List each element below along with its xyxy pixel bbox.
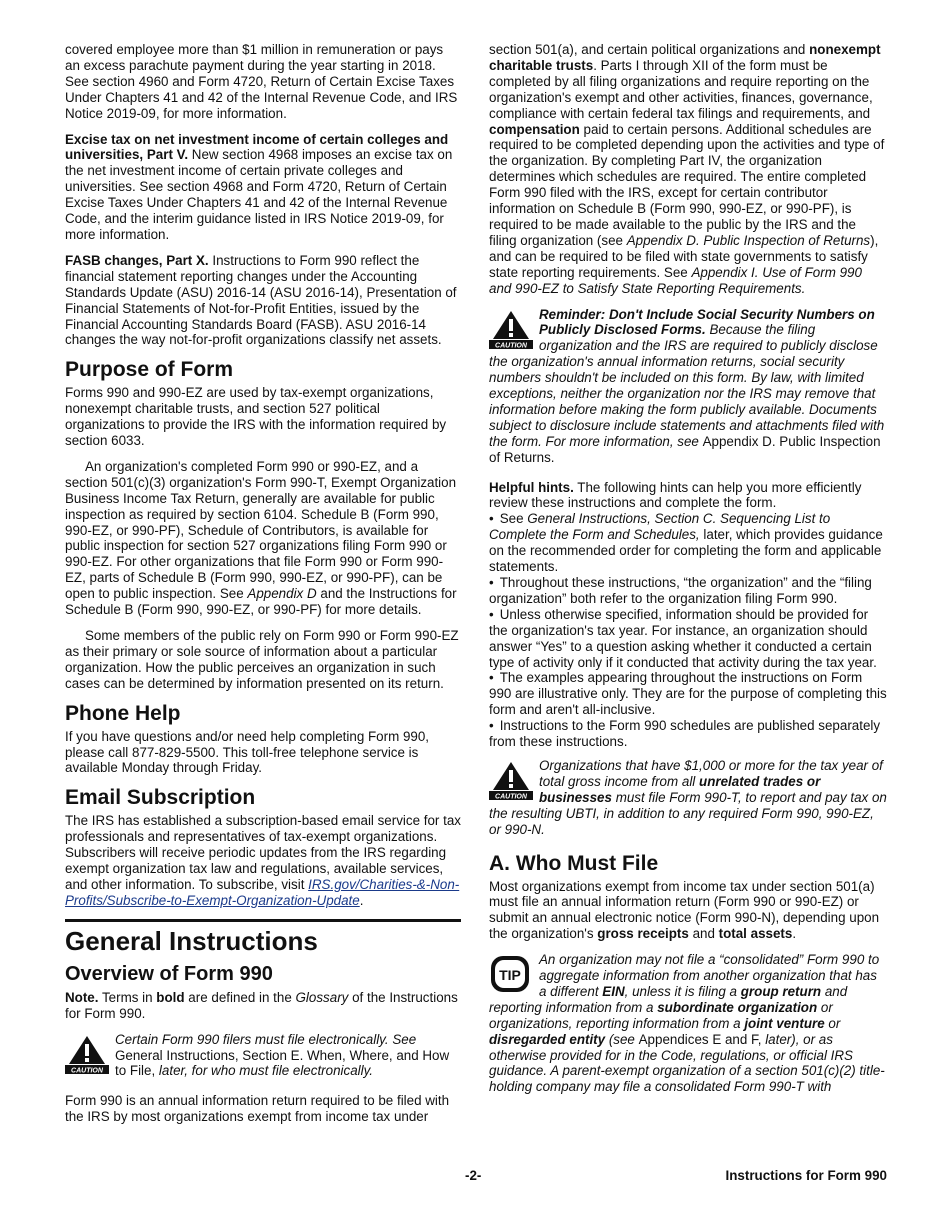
- section-heading: Purpose of Form: [65, 358, 234, 382]
- svg-text:CAUTION: CAUTION: [495, 342, 527, 349]
- caution-icon: [489, 760, 533, 800]
- paragraph: FASB changes, Part X. Instructions to Form 990 reflect the financial statement reporting changes under the Accounting Standards Update (ASU) 2016-14 (ASU 2016-14), Presentation of Financial Statements of Not-for-Profit Entities, issued by the Financial Accounting Standards Board (FASB). ASU 2016-14 changes the way not-for-profit organizations classify net assets.: [65, 252, 457, 348]
- list-item: • Instructions to the Form 990 schedules are published separately from these instructions.: [489, 718, 887, 750]
- paragraph: Form 990 is an annual information return required to be filed with the IRS by most organizations exempt from income tax under: [65, 1093, 450, 1125]
- caution-icon: [65, 1034, 109, 1074]
- tip-callout: TIP An organization may not file a “consolidated” Form 990 to aggregate information from another organization that has a different EIN, unless it is filing a group return and reporting information from a subordinate organization or organizations, reporting information from a joint venture or disregarded entity (see Appendices E and F, later), or as otherwise provided for in the Code, regulations, or official IRS guidance. A parent-exempt organization of a section 501(c)(2) title-holding company may file a consolidated Form 990-T with: [489, 952, 885, 1095]
- paragraph: Forms 990 and 990-EZ are used by tax-exempt organizations, nonexempt charitable trusts, and section 527 political organizations to provide the IRS with the information required by section 6033.: [65, 385, 447, 449]
- section-heading: Phone Help: [65, 701, 181, 725]
- paragraph: The IRS has established a subscription-based email service for tax professionals and representatives of tax-exempt organizations. Subscribers will receive periodic updates from the IRS regarding exempt organization tax law and regulations, available services, and other information. To subscribe, visit IRS.gov/Charities-&-Non-Profits/Subscribe-to-Exempt-Organization-Update.: [65, 813, 461, 908]
- paragraph: An organization's completed Form 990 or 990-EZ, and a section 501(c)(3) organization's Form 990-T, Exempt Organization Business Income Tax Return, generally are available for public inspection as required by section 6104. Schedule B (Form 990, 990-EZ, or 990-PF), Schedule of Contributors, is available for public inspection for section 527 organizations filing Form 990 or 990-EZ. For other organizations that file Form 990 or Form 990-EZ, parts of Schedule B (Form 990, 990-EZ, or 990-PF), can be open to public inspection. See Appendix D and the Instructions for Schedule B (Form 990, 990-EZ, or 990-PF) for more details.: [65, 458, 457, 618]
- paragraph: Some members of the public rely on Form 990 or Form 990-EZ as their primary or sole source of information about a particular organization. How the public perceives an organization in such cases can be determined by information presented on its return.: [65, 628, 459, 691]
- subscribe-link[interactable]: IRS.gov/Charities-&-Non-Profits/Subscribe-to-Exempt-Organization-Update: [65, 876, 460, 908]
- svg-text:TIP: TIP: [499, 967, 521, 984]
- reminder-callout: CAUTION Reminder: Don't Include Social Security Numbers on Publicly Disclosed Forms. Because the filing organization and the IRS are required to publicly disclose the organization's annual information returns, social security numbers shouldn't be included on this form. By law, with limited exceptions, neither the organization nor the IRS may remove that information before making the form publicly available. Documents subject to disclosure include statements and attachments filed with the form. For more information, see Appendix D. Public Inspection of Returns.: [489, 306, 885, 465]
- paragraph: section 501(a), and certain political organizations and nonexempt charitable trusts. Parts I through XII of the form must be completed by all filing organizations and require reporting on the organization's exempt and other activities, finances, governance, compliance with certain federal tax filings and requirements, and compensation paid to certain persons. Additional schedules are required to be completed depending upon the activities and type of the organization. By completing Part IV, the organization determines which schedules are required. The entire completed Form 990 filed with the IRS, except for certain contributor information on Schedule B (Form 990, 990-EZ, or 990-PF), is required to be made available to the public by the IRS and the filing organization (see Appendix D. Public Inspection of Returns), and can be required to be filed with state governments to satisfy state reporting requirements. See Appendix I. Use of Form 990 and 990-EZ to Satisfy State Reporting Requirements.: [489, 42, 885, 296]
- section-heading: Email Subscription: [65, 786, 256, 810]
- page-section-title: General Instructions: [65, 919, 461, 956]
- list-item: • Throughout these instructions, “the organization” and the “filing organization” both refer to the organization filing Form 990.: [489, 575, 887, 607]
- list-item: • Unless otherwise specified, information should be provided for the organization's tax year. For instance, an organization should answer “Yes” to a question asking whether it conducted a certain type of activity only if it conducted that activity during the tax year.: [489, 607, 887, 671]
- left-column: [65, 42, 461, 1135]
- section-heading: A. Who Must File: [489, 851, 659, 875]
- subsection-heading: Overview of Form 990: [65, 962, 273, 985]
- paragraph: Helpful hints. The following hints can help you more efficiently review these instructions and complete the form.: [489, 479, 862, 511]
- paragraph: Most organizations exempt from income tax under section 501(a) must file an annual information return (Form 990 or 990-EZ) or submit an annual electronic notice (Form 990-N), depending upon the organization's gross receipts and total assets.: [489, 878, 880, 942]
- tip-icon: [489, 954, 533, 994]
- caution-icon: [489, 309, 533, 349]
- page-number: -2-: [465, 1168, 482, 1183]
- svg-text:CAUTION: CAUTION: [495, 793, 527, 800]
- paragraph: If you have questions and/or need help completing Form 990, please call 877-829-5500. This toll-free telephone service is available Monday through Friday.: [65, 728, 430, 776]
- right-column: [489, 42, 887, 1109]
- note-paragraph: Note. Terms in bold are defined in the Glossary of the Instructions for Form 990.: [65, 989, 458, 1021]
- list-item: • The examples appearing throughout the instructions on Form 990 are illustrative only. They are for the purpose of completing this form and aren't all-inclusive.: [489, 670, 887, 718]
- caution-callout: CAUTION Organizations that have $1,000 or more for the tax year of total gross income from all unrelated trades or businesses must file Form 990-T, to report and pay tax on the resulting UBTI, in addition to any required Form 990, 990-EZ, or 990-N.: [489, 757, 887, 837]
- document-title: Instructions for Form 990: [725, 1168, 887, 1183]
- svg-text:CAUTION: CAUTION: [71, 1067, 103, 1074]
- list-item: • See General Instructions, Section C. Sequencing List to Complete the Form and Schedules, later, which provides guidance on the recommended order for completing the form and applicable statements.: [489, 511, 887, 575]
- paragraph: covered employee more than $1 million in remuneration or pays an excess parachute payment during the year starting in 2018. See section 4960 and Form 4720, Return of Certain Excise Taxes Under Chapters 41 and 42 of the Internal Revenue Code, and IRS Notice 2019-09, for more information.: [65, 42, 458, 121]
- paragraph: Excise tax on net investment income of certain colleges and universities, Part V. New section 4968 imposes an excise tax on the net investment income of certain private colleges and universities. See section 4968 and Form 4720, Return of Certain Excise Taxes Under Chapters 41 and 42 of the Internal Revenue Code, and the interim guidance listed in IRS Notice 2019-09, for more information.: [65, 131, 453, 242]
- caution-callout: CAUTION Certain Form 990 filers must file electronically. See General Instructions, Section E. When, Where, and How to File, later, for who must file electronically.: [65, 1032, 461, 1080]
